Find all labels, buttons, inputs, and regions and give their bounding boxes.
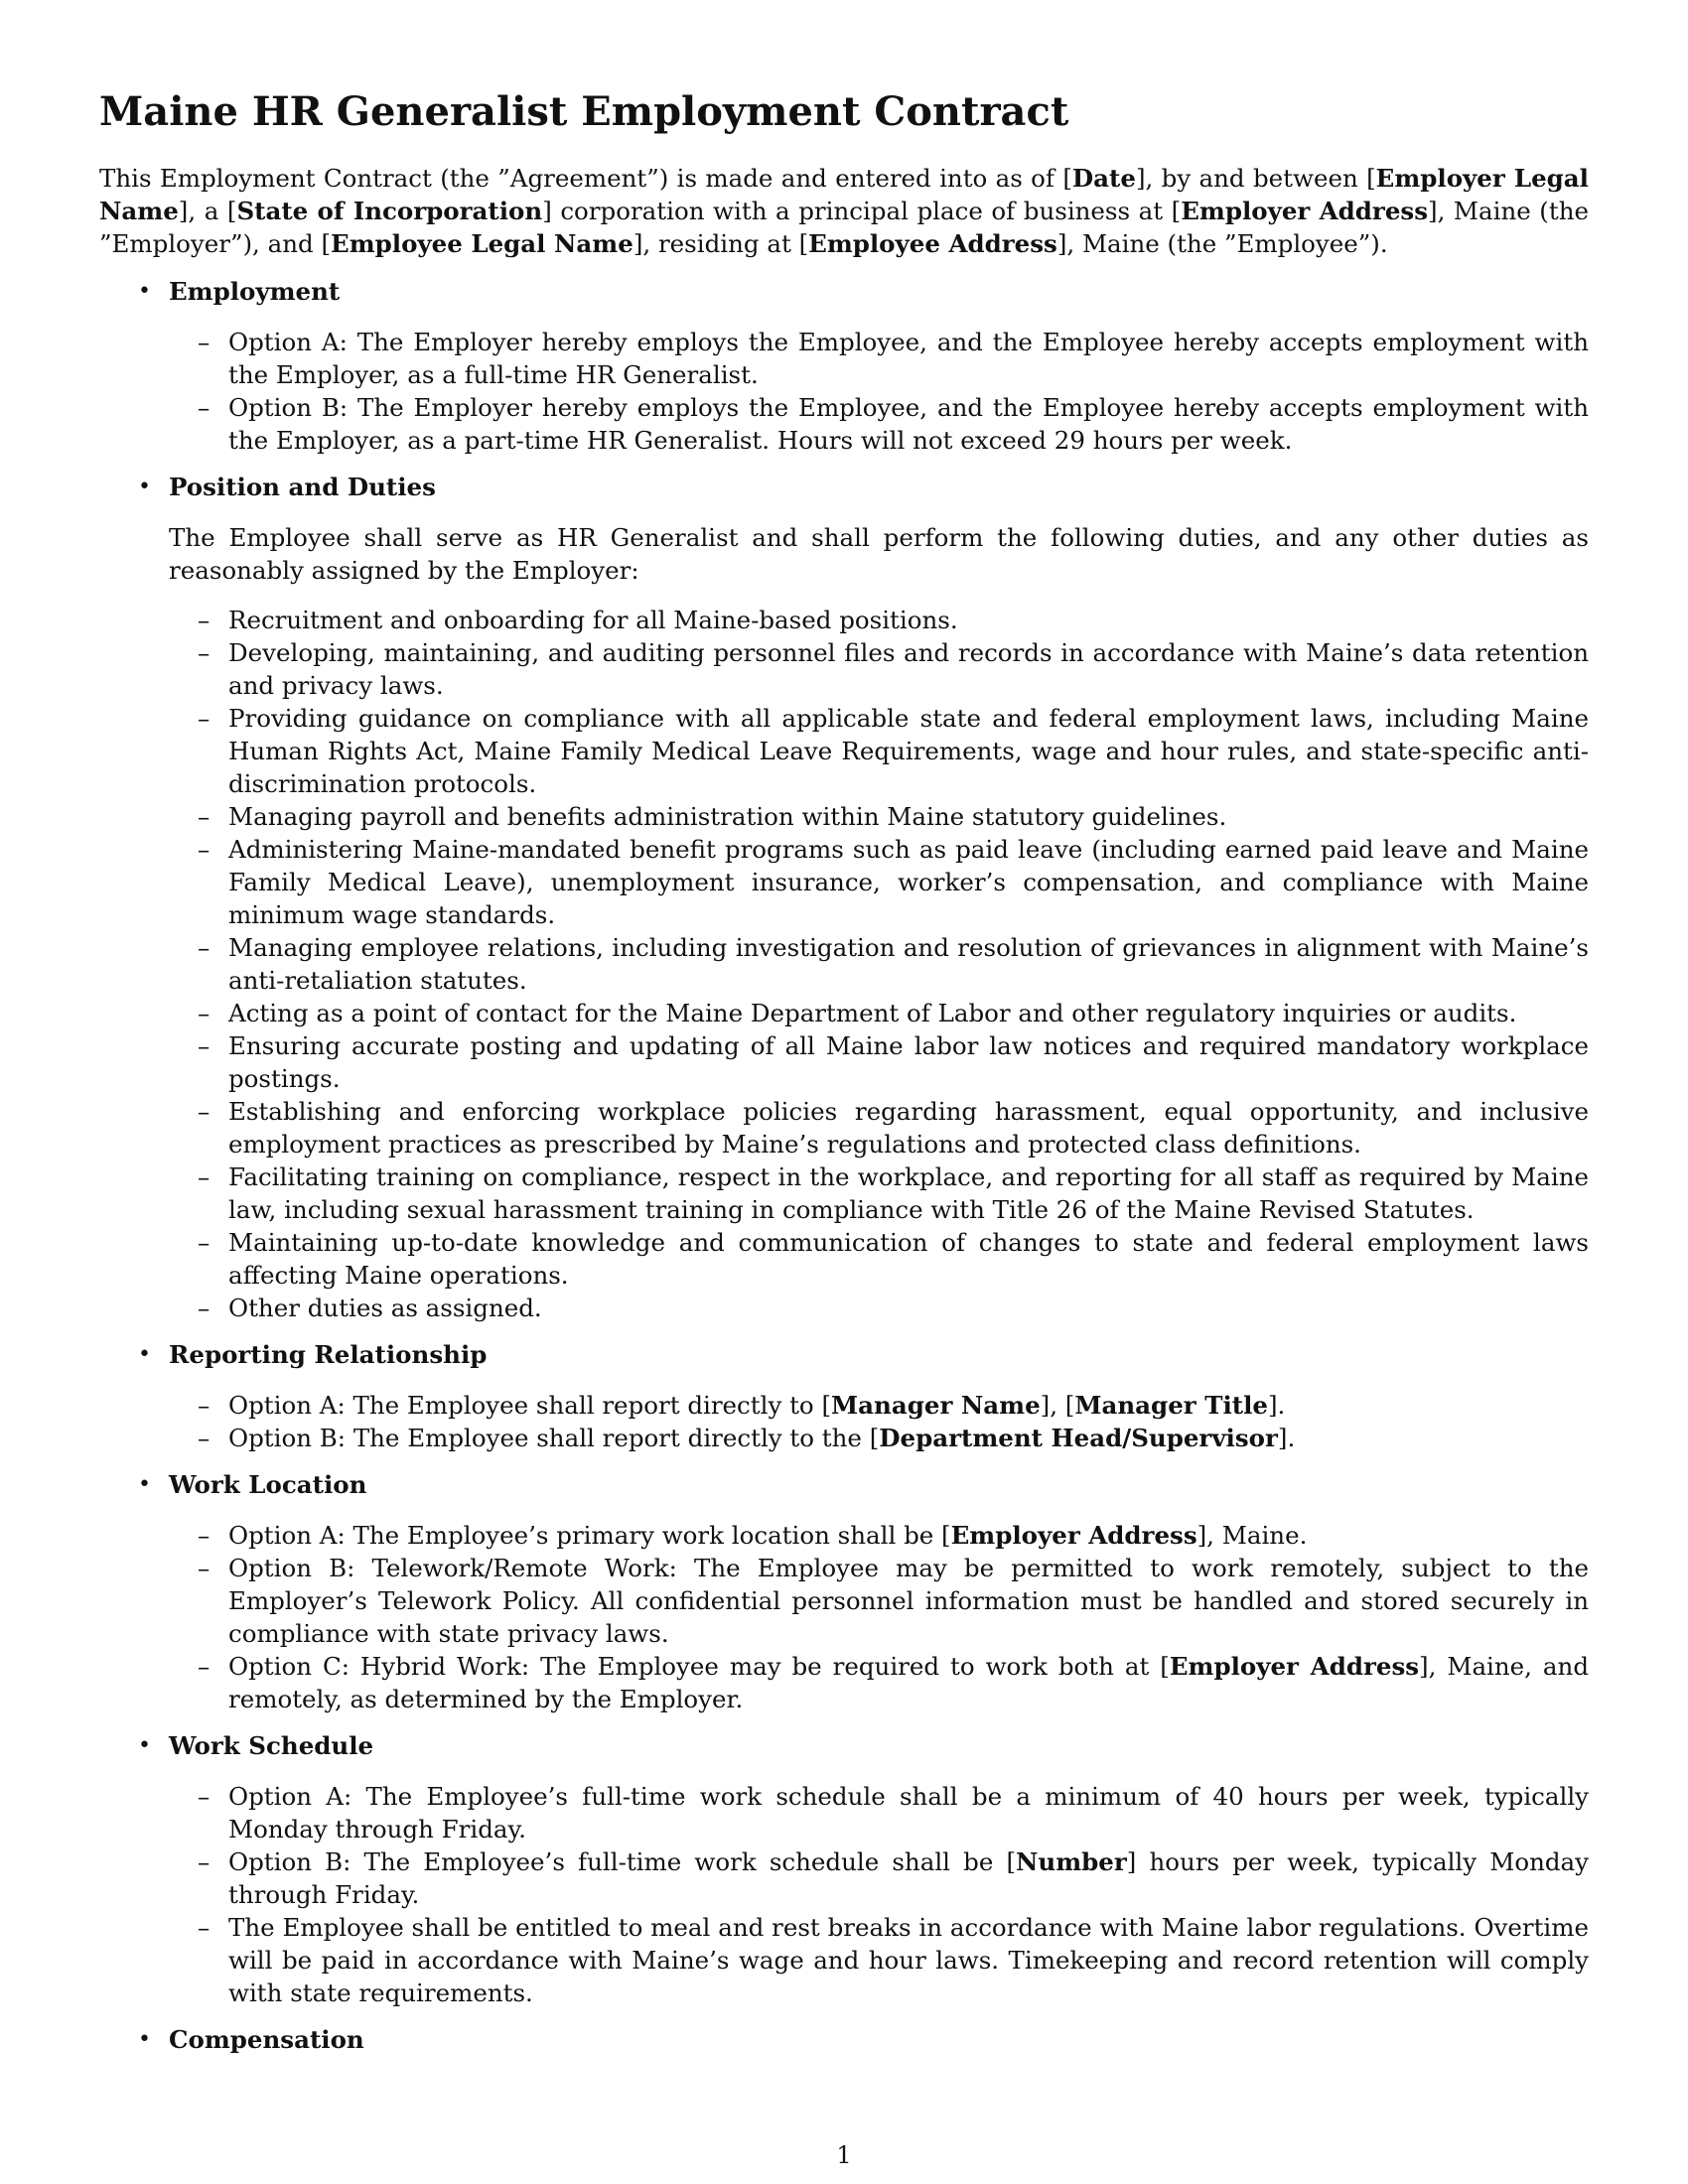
- list-item: [169, 636, 1589, 702]
- list-item: [169, 604, 1589, 636]
- dash-icon: –: [198, 704, 211, 733]
- placeholder-employee-name: Employee Legal Name: [331, 229, 633, 258]
- dash-icon: –: [198, 1424, 211, 1452]
- list-item-text: Option A: The Employee’s primary work location shall be [: [228, 1521, 951, 1550]
- bullet-icon: •: [138, 1342, 151, 1367]
- dash-icon: –: [198, 1391, 211, 1420]
- intro-text: ], residing at [: [633, 229, 809, 258]
- document-title: Maine HR Generalist Employment Contract: [99, 88, 1069, 135]
- list-item: [169, 391, 1589, 457]
- section-employment: [99, 275, 1589, 457]
- duties-intro: The Employee shall serve as HR Generalist and shall perform the following duties, and any other duties as reasonably assigned by the Employer:: [169, 523, 1589, 585]
- duties-list: [169, 604, 1589, 1324]
- section-duties: [99, 471, 1589, 1324]
- dash-icon: –: [198, 1913, 211, 1942]
- placeholder-employer-name: Employer Legal Name: [99, 164, 1589, 225]
- list-item-text: Recruitment and onboarding for all Maine-based positions.: [228, 606, 958, 634]
- list-item: [169, 1226, 1589, 1292]
- list-item-text: Administering Maine-mandated benefit programs such as paid leave (including earned paid leave and Maine Family Medical Leave), unemployment insurance, worker’s compensation, and compliance with Maine minimum wage standards.: [228, 835, 1589, 929]
- sections-list: [99, 275, 1589, 2074]
- list-item-text: Option B: The Employee shall report directly to the [: [228, 1424, 880, 1452]
- placeholder-employer-address: Employer Address: [1181, 197, 1429, 225]
- list-item-text: Option B: The Employee’s full-time work schedule shall be [: [228, 1847, 1017, 1876]
- section-heading: Compensation: [169, 2025, 364, 2054]
- list-item-text: Option A: The Employee shall report directly to [: [228, 1391, 832, 1420]
- placeholder-state: State of Incorporation: [236, 197, 543, 225]
- dash-icon: –: [198, 393, 211, 422]
- intro-text: ], Maine (the ”Employee”).: [1056, 229, 1388, 258]
- list-item: [169, 1389, 1589, 1422]
- list-item: [169, 931, 1589, 997]
- list-item: [169, 997, 1589, 1029]
- placeholder-number: Number: [1016, 1847, 1127, 1876]
- list-item-text: Option B: Telework/Remote Work: The Employee may be permitted to work remotely, subject to the Employer’s Telework Policy. All confidential personnel information must be handled and stored securely in compliance with state privacy laws.: [228, 1554, 1589, 1648]
- list-item-text: Option A: The Employee’s full-time work schedule shall be a minimum of 40 hours per week, typically Monday through Friday.: [228, 1782, 1589, 1843]
- list-item: [169, 1422, 1589, 1454]
- section-heading: Work Schedule: [169, 1731, 374, 1760]
- dash-icon: –: [198, 1782, 211, 1811]
- section-heading: Work Location: [169, 1470, 367, 1499]
- list-item-text: ], Maine, and remotely, as determined by the Employer.: [228, 1652, 1589, 1713]
- list-item: [169, 833, 1589, 931]
- option-list: [169, 1389, 1589, 1454]
- list-item-text: Providing guidance on compliance with all applicable state and federal employment laws, including Maine Human Rights Act, Maine Family Medical Leave Requirements, wage and hour rules, and state-specific anti-discrimination protocols.: [228, 704, 1589, 798]
- dash-icon: –: [198, 999, 211, 1027]
- placeholder-date: Date: [1071, 164, 1136, 193]
- list-item-text: Other duties as assigned.: [228, 1294, 542, 1322]
- list-item: [169, 1292, 1589, 1324]
- list-item: [169, 800, 1589, 833]
- dash-icon: –: [198, 933, 211, 962]
- placeholder-employer-address: Employer Address: [1169, 1652, 1420, 1681]
- list-item-text: Maintaining up-to-date knowledge and communication of changes to state and federal employment laws affecting Maine operations.: [228, 1228, 1589, 1290]
- dash-icon: –: [198, 802, 211, 831]
- list-item-text: Establishing and enforcing workplace policies regarding harassment, equal opportunity, and inclusive employment practices as prescribed by Maine’s regulations and protected class definitions.: [228, 1097, 1589, 1159]
- placeholder-manager-title: Manager Title: [1074, 1391, 1268, 1420]
- list-item-text: Managing payroll and benefits administration within Maine statutory guidelines.: [228, 802, 1227, 831]
- list-item: [169, 326, 1589, 391]
- list-item: [169, 1845, 1589, 1911]
- intro-text: ], by and between [: [1135, 164, 1376, 193]
- bullet-icon: •: [138, 279, 151, 304]
- dash-icon: –: [198, 1521, 211, 1550]
- dash-icon: –: [198, 328, 211, 356]
- dash-icon: –: [198, 606, 211, 634]
- section-compensation: [99, 2023, 1589, 2056]
- list-item-text: Managing employee relations, including investigation and resolution of grievances in alignment with Maine’s anti-retaliation statutes.: [228, 933, 1589, 995]
- list-item: [169, 1160, 1589, 1226]
- list-item-text: ].: [1267, 1391, 1286, 1420]
- list-item-text: Acting as a point of contact for the Maine Department of Labor and other regulatory inquiries or audits.: [228, 999, 1517, 1027]
- placeholder-department-head: Department Head/Supervisor: [879, 1424, 1278, 1452]
- intro-text: ] corporation with a principal place of business at [: [542, 197, 1182, 225]
- dash-icon: –: [198, 1031, 211, 1060]
- section-heading: Employment: [169, 277, 341, 306]
- list-item-text: ], Maine.: [1196, 1521, 1308, 1550]
- option-list: [169, 1519, 1589, 1715]
- list-item: [169, 1552, 1589, 1650]
- bullet-icon: •: [138, 2027, 151, 2052]
- placeholder-employee-address: Employee Address: [808, 229, 1057, 258]
- list-item: [169, 1029, 1589, 1095]
- list-item: [169, 1911, 1589, 2009]
- placeholder-employer-address: Employer Address: [950, 1521, 1197, 1550]
- dash-icon: –: [198, 1162, 211, 1191]
- bullet-icon: •: [138, 475, 151, 499]
- section-schedule: [99, 1729, 1589, 2009]
- list-item-text: ] hours per week, typically Monday through Friday.: [228, 1847, 1589, 1909]
- list-item: [169, 702, 1589, 800]
- section-location: [99, 1468, 1589, 1715]
- intro-paragraph: [99, 162, 1589, 260]
- dash-icon: –: [198, 1554, 211, 1582]
- option-list: [169, 1780, 1589, 2009]
- list-item-text: Facilitating training on compliance, respect in the workplace, and reporting for all staff as required by Maine law, including sexual harassment training in compliance with Title 26 of the Maine Revised Statutes.: [228, 1162, 1589, 1224]
- list-item: [169, 1095, 1589, 1160]
- list-item: [169, 1780, 1589, 1845]
- list-item-text: ], [: [1040, 1391, 1075, 1420]
- list-item-text: Developing, maintaining, and auditing personnel files and records in accordance with Maine’s data retention and privacy laws.: [228, 638, 1589, 700]
- dash-icon: –: [198, 1847, 211, 1876]
- page-number: 1: [836, 2141, 852, 2169]
- dash-icon: –: [198, 1294, 211, 1322]
- dash-icon: –: [198, 1228, 211, 1257]
- option-list: [169, 326, 1589, 457]
- section-heading: Reporting Relationship: [169, 1340, 488, 1369]
- bullet-icon: •: [138, 1733, 151, 1758]
- intro-text: This Employment Contract (the ”Agreement”) is made and entered into as of [: [99, 164, 1072, 193]
- list-item-text: Option B: The Employer hereby employs the Employee, and the Employee hereby accepts employment with the Employer, as a part-time HR Generalist. Hours will not exceed 29 hours per week.: [228, 393, 1589, 455]
- dash-icon: –: [198, 835, 211, 864]
- list-item-text: Option A: The Employer hereby employs the Employee, and the Employee hereby accepts employment with the Employer, as a full-time HR Generalist.: [228, 328, 1589, 389]
- placeholder-manager-name: Manager Name: [831, 1391, 1041, 1420]
- section-heading: Position and Duties: [169, 473, 436, 501]
- list-item: [169, 1650, 1589, 1715]
- dash-icon: –: [198, 1097, 211, 1126]
- list-item: [169, 1519, 1589, 1552]
- intro-text: ], a [: [178, 197, 237, 225]
- intro-text: ], Maine (the ”Employer”), and [: [99, 197, 1589, 258]
- section-reporting: [99, 1338, 1589, 1454]
- dash-icon: –: [198, 638, 211, 667]
- list-item-text: The Employee shall be entitled to meal and rest breaks in accordance with Maine labor regulations. Overtime will be paid in accordance with Maine’s wage and hour laws. Timekeeping and record retention will comply with state requirements.: [228, 1913, 1589, 2007]
- bullet-icon: •: [138, 1472, 151, 1497]
- list-item-text: ].: [1277, 1424, 1296, 1452]
- dash-icon: –: [198, 1652, 211, 1681]
- list-item-text: Option C: Hybrid Work: The Employee may be required to work both at [: [228, 1652, 1170, 1681]
- list-item-text: Ensuring accurate posting and updating of all Maine labor law notices and required mandatory workplace postings.: [228, 1031, 1589, 1093]
